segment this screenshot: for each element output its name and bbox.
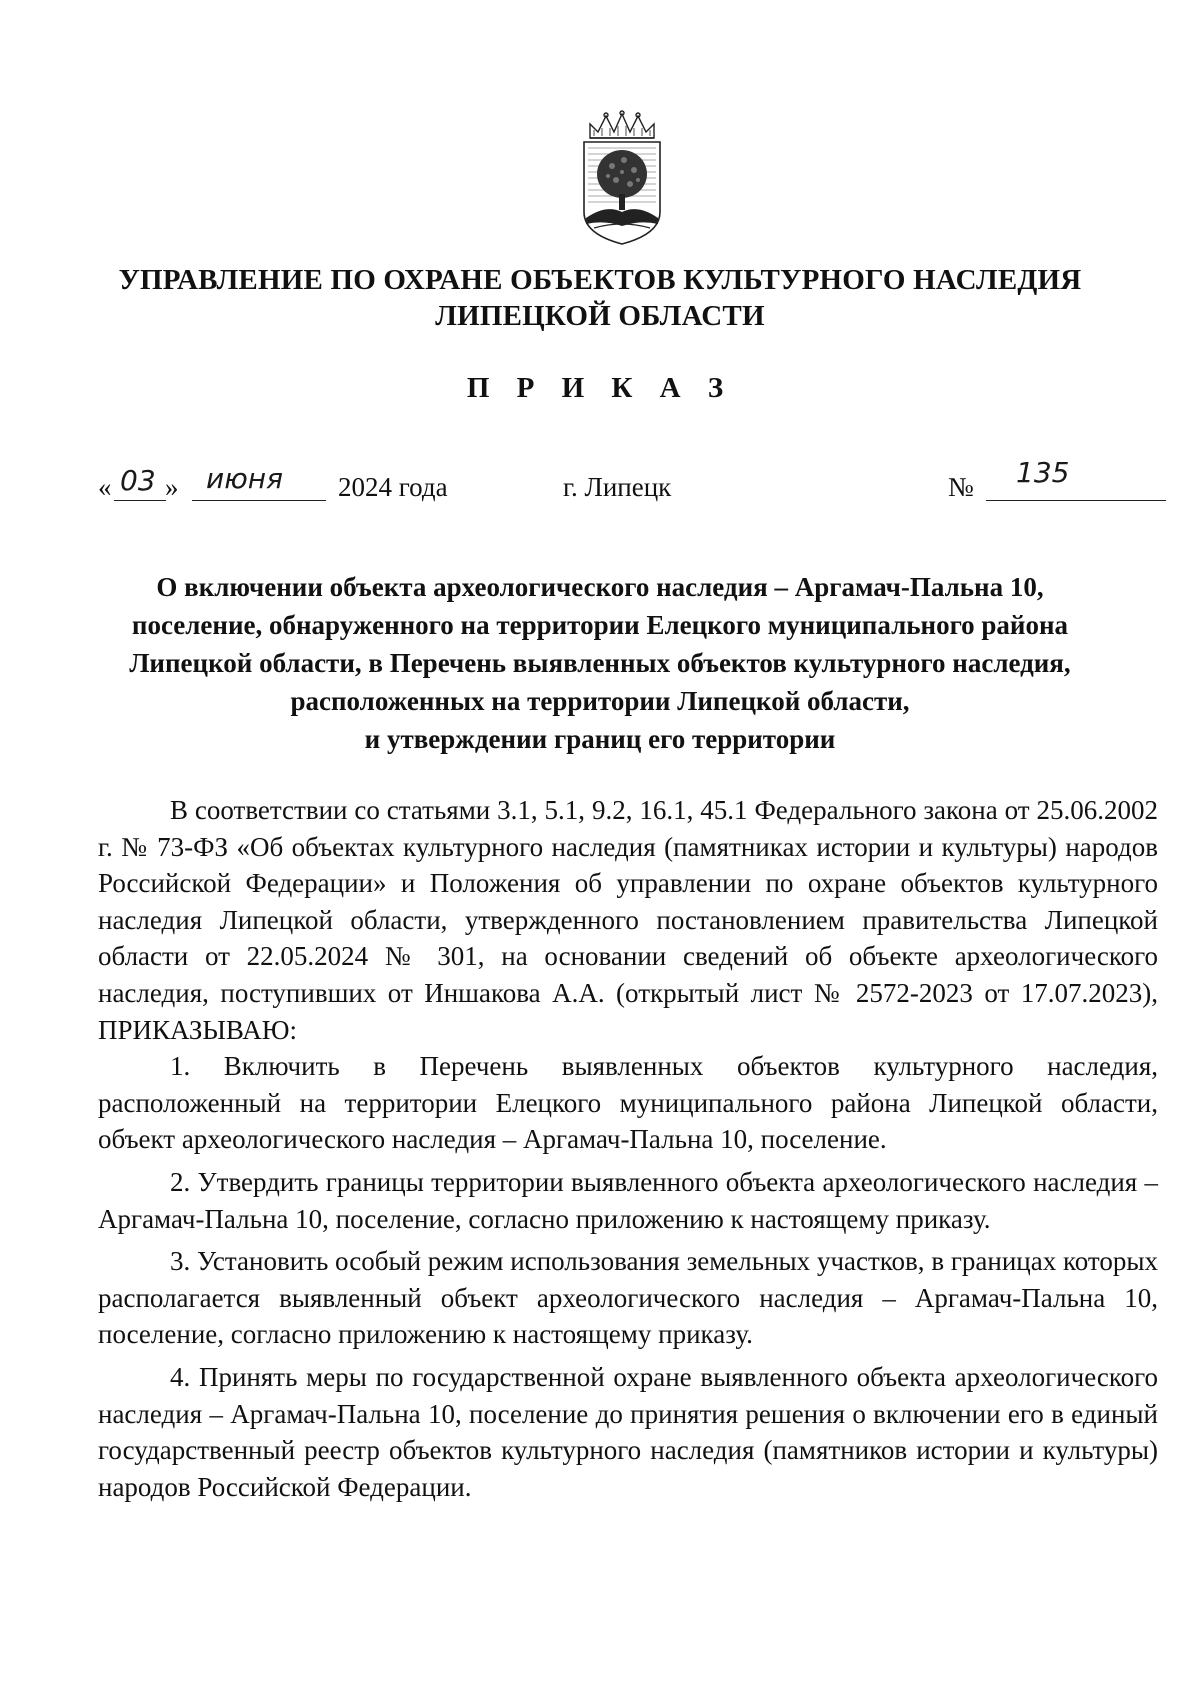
organization-name: [60, 262, 1140, 334]
organization-name-line1: УПРАВЛЕНИЕ ПО ОХРАНЕ ОБЪЕКТОВ КУЛЬТУРНОГО НАСЛЕДИЯ: [118, 264, 1082, 296]
date-year: 2024 года: [338, 472, 448, 502]
date-month-handwritten: июня: [206, 462, 283, 495]
date-month-underline: [192, 500, 326, 501]
order-item-1: 1. Включить в Перечень выявленных объектов культурного наследия, расположенный на территории Елецкого муниципального района Липецкой области, объект археологического наследия – Аргамач-Пальна 10, поселение.: [98, 1051, 1158, 1155]
title-line1: О включении объекта археологического наследия – Аргамач-Пальна 10,: [156, 572, 1044, 602]
dateline: [0, 456, 1200, 512]
date-day-underline: [114, 500, 166, 501]
organization-name-line2: ЛИПЕЦКОЙ ОБЛАСТИ: [435, 300, 765, 332]
number-sign: №: [948, 472, 974, 502]
document-title: [100, 568, 1100, 758]
document-type-heading: П Р И К А З: [466, 372, 734, 404]
document-body: [98, 792, 1158, 1505]
title-line4: расположенных на территории Липецкой области,: [290, 686, 910, 716]
date-quote-close: »: [165, 472, 179, 502]
title-line3: Липецкой области, в Перечень выявленных объектов культурного наследия,: [129, 648, 1071, 678]
city-name: г. Липецк: [563, 472, 672, 502]
order-number-underline: [986, 500, 1166, 501]
date-quote-open: «: [98, 472, 112, 502]
order-item-2: 2. Утвердить границы территории выявленного объекта археологического наследия – Аргамач-Пальна 10, поселение, согласно приложению к настоящему приказу.: [98, 1166, 1158, 1234]
order-number-handwritten: 135: [1016, 456, 1070, 489]
coat-of-arms-emblem: [580, 108, 664, 246]
title-line2: поселение, обнаруженного на территории Елецкого муниципального района: [131, 610, 1069, 640]
title-line5: и утверждении границ его территории: [364, 724, 836, 754]
order-item-4: 4. Принять меры по государственной охране выявленного объекта археологического наследия – Аргамач-Пальна 10, поселение до принятия решения о включении его в единый государственный реестр объектов культурного наследия (памятников истории и культуры) народов Российской Федерации.: [98, 1361, 1158, 1502]
date-day-handwritten: 03: [120, 464, 156, 497]
preamble-paragraph: В соответствии со статьями 3.1, 5.1, 9.2, 16.1, 45.1 Федерального закона от 25.06.2002 г. № 73-ФЗ «Об объектах культурного наследия (памятниках истории и культуры) народов Российской Федерации» и Положения об управлении по охране объектов культурного наследия Липецкой области, утвержденного постановлением правительства Липецкой области от 22.05.2024 № 301, на основании сведений об объекте археологического наследия, поступивших от Иншакова А.А. (открытый лист № 2572-2023 от 17.07.2023), ПРИКАЗЫВАЮ:: [98, 795, 1158, 1045]
order-item-3: 3. Установить особый режим использования земельных участков, в границах которых располагается выявленный объект археологического наследия – Аргамач-Пальна 10, поселение, согласно приложению к настоящему приказу.: [98, 1246, 1158, 1350]
